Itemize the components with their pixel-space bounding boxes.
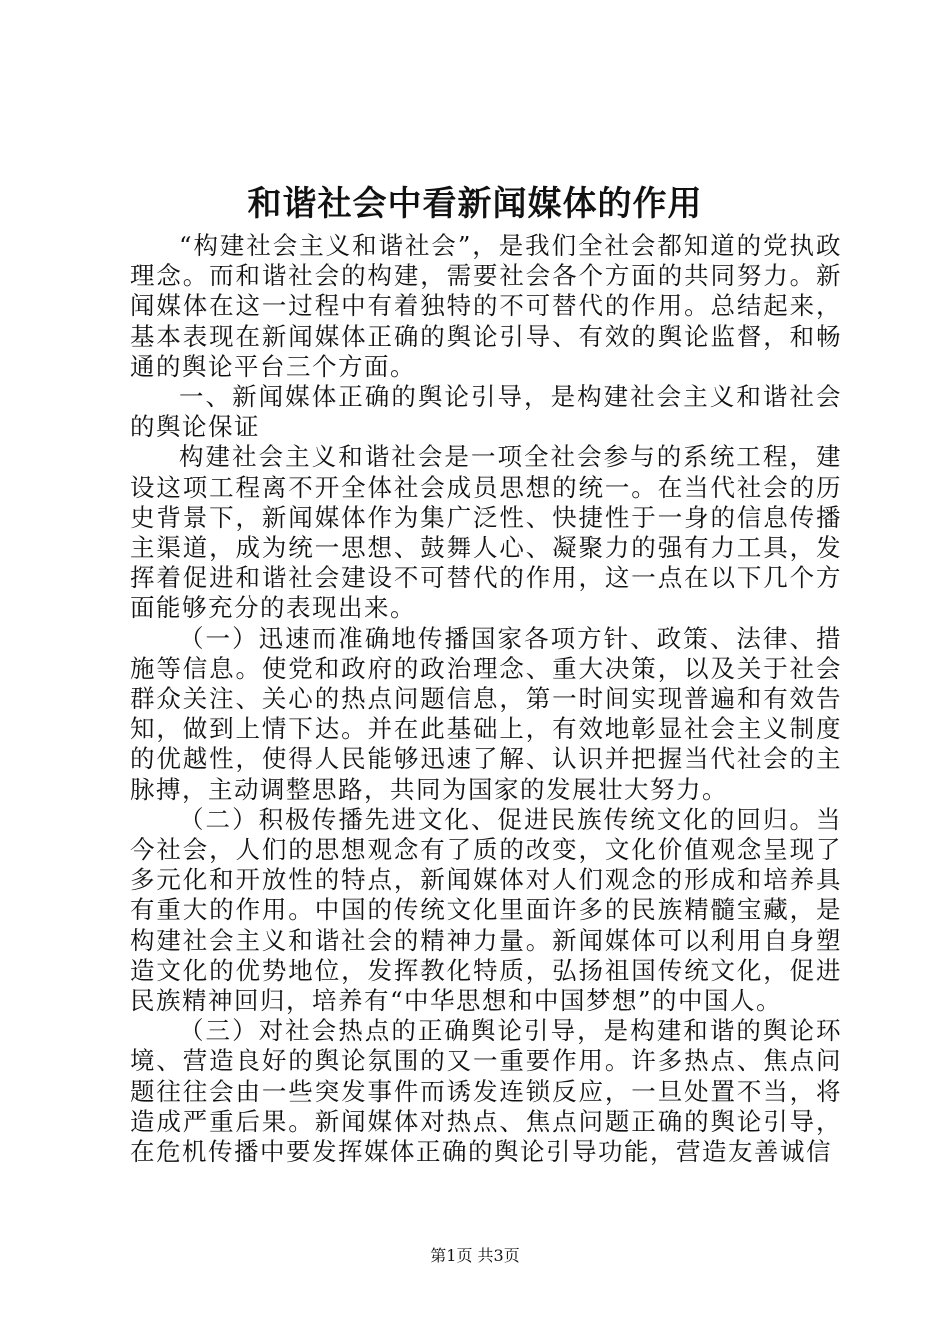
document-body xyxy=(130,231,842,1167)
paragraph-item-3: （三）对社会热点的正确舆论引导，是构建和谐的舆论环境、营造良好的舆论氛围的又一重要作用。许多热点、焦点问题往往会由一些突发事件而诱发连锁反应，一旦处置不当，将造成严重后果。新闻媒体对热点、焦点问题正确的舆论引导，在危机传播中要发挥媒体正确的舆论引导功能，营造友善诚信 xyxy=(130,1016,842,1167)
paragraph-intro: “构建社会主义和谐社会”，是我们全社会都知道的党执政理念。而和谐社会的构建，需要社会各个方面的共同努力。新闻媒体在这一过程中有着独特的不可替代的作用。总结起来，基本表现在新闻媒体正确的舆论引导、有效的舆论监督，和畅通的舆论平台三个方面。 xyxy=(130,231,842,381)
section-heading-1: 一、新闻媒体正确的舆论引导，是构建社会主义和谐社会的舆论保证 xyxy=(130,382,842,442)
page-title: 和谐社会中看新闻媒体的作用 xyxy=(247,184,703,224)
page-number-footer: 第1页 共3页 xyxy=(430,1246,520,1265)
paragraph-section-1: 构建社会主义和谐社会是一项全社会参与的系统工程，建设这项工程离不开全体社会成员思想的统一。在当代社会的历史背景下，新闻媒体作为集广泛性、快捷性于一身的信息传播主渠道，成为统一思想、鼓舞人心、凝聚力的强有力工具，发挥着促进和谐社会建设不可替代的作用，这一点在以下几个方面能够充分的表现出来。 xyxy=(130,442,842,623)
paragraph-item-1: （一）迅速而准确地传播国家各项方针、政策、法律、措施等信息。使党和政府的政治理念、重大决策，以及关于社会群众关注、关心的热点问题信息，第一时间实现普遍和有效告知，做到上情下达。并在此基础上，有效地彰显社会主义制度的优越性，使得人民能够迅速了解、认识并把握当代社会的主脉搏，主动调整思路，共同为国家的发展壮大努力。 xyxy=(130,623,842,804)
paragraph-item-2: （二）积极传播先进文化、促进民族传统文化的回归。当今社会，人们的思想观念有了质的改变，文化价值观念呈现了多元化和开放性的特点，新闻媒体对人们观念的形成和培养具有重大的作用。中国的传统文化里面许多的民族精髓宝藏，是构建社会主义和谐社会的精神力量。新闻媒体可以利用自身塑造文化的优势地位，发挥教化特质，弘扬祖国传统文化，促进民族精神回归，培养有“中华思想和中国梦想”的中国人。 xyxy=(130,804,842,1016)
